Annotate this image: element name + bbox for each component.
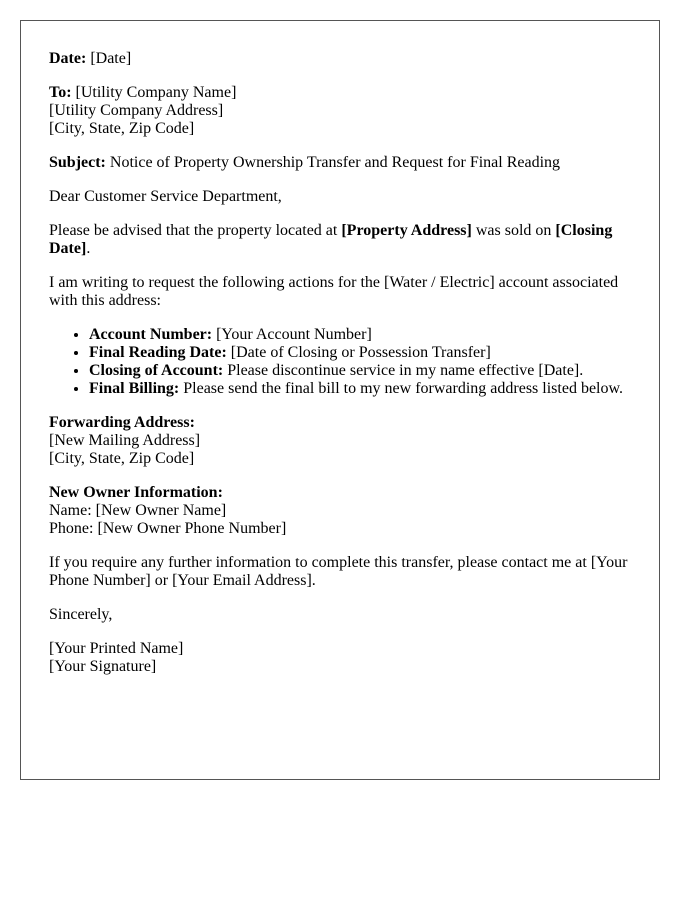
action-label: Account Number:	[89, 326, 213, 343]
new-owner-name: Name: [New Owner Name]	[49, 502, 227, 519]
recipient-name-line	[49, 84, 631, 102]
salutation: Dear Customer Service Department,	[49, 188, 282, 205]
new-owner-label: New Owner Information:	[49, 484, 223, 501]
intro-paragraph	[49, 222, 631, 258]
subject-line	[49, 154, 631, 172]
closing-date: [Closing Date]	[49, 222, 613, 257]
printed-name: [Your Printed Name]	[49, 640, 184, 657]
recipient-name: [Utility Company Name]	[75, 84, 237, 101]
action-label: Final Billing:	[89, 380, 180, 397]
forwarding-label: Forwarding Address:	[49, 414, 195, 431]
recipient-label: To:	[49, 84, 72, 101]
recipient-block	[49, 84, 631, 138]
closing-line: Sincerely,	[49, 606, 113, 623]
list-item	[89, 326, 631, 344]
date-line	[49, 50, 631, 68]
recipient-city: [City, State, Zip Code]	[49, 120, 195, 137]
action-label: Final Reading Date:	[89, 344, 227, 361]
action-text: Please discontinue service in my name effective [Date].	[223, 362, 584, 379]
date-label: Date:	[49, 50, 87, 67]
subject-label: Subject:	[49, 154, 106, 171]
date-value: [Date]	[90, 50, 132, 67]
list-item	[89, 344, 631, 362]
list-item	[89, 380, 631, 398]
property-address: [Property Address]	[341, 222, 472, 239]
list-item	[89, 362, 631, 380]
intro-before: Please be advised that the property located at	[49, 222, 342, 239]
forwarding-block	[49, 414, 631, 468]
recipient-address: [Utility Company Address]	[49, 102, 224, 119]
signature-block	[49, 640, 631, 676]
action-label: Closing of Account:	[89, 362, 224, 379]
intro-after: .	[86, 240, 91, 257]
actions-list	[49, 326, 631, 398]
forwarding-city: [City, State, Zip Code]	[49, 450, 195, 467]
contact-paragraph: If you require any further information to complete this transfer, please contact me at [Your Phone Number] or [Your Email Address].	[49, 554, 628, 589]
action-text: Please send the final bill to my new forwarding address listed below.	[179, 380, 623, 397]
action-text: [Your Account Number]	[212, 326, 372, 343]
subject-text: Notice of Property Ownership Transfer and Request for Final Reading	[109, 154, 561, 171]
new-owner-phone: Phone: [New Owner Phone Number]	[49, 520, 287, 537]
intro-middle: was sold on	[471, 222, 556, 239]
new-owner-block	[49, 484, 631, 538]
forwarding-address: [New Mailing Address]	[49, 432, 201, 449]
action-text: [Date of Closing or Possession Transfer]	[226, 344, 491, 361]
signature-line: [Your Signature]	[49, 658, 157, 675]
request-paragraph: I am writing to request the following actions for the [Water / Electric] account associated with this address:	[49, 274, 619, 309]
letter-document	[20, 20, 660, 780]
